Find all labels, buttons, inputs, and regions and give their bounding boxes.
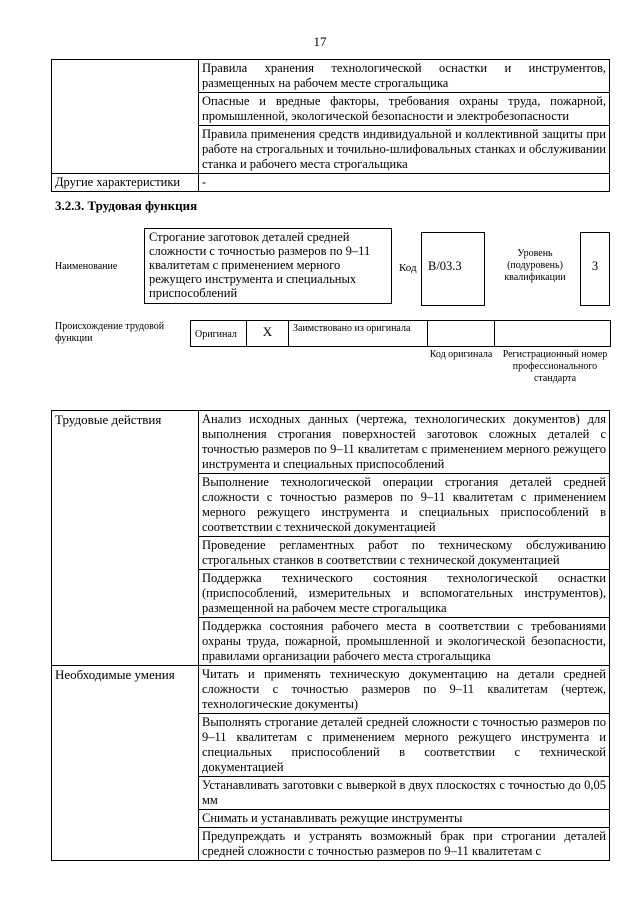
table-row: Выполнять строгание деталей средней сложности с точностью размеров по 9–11 квалитетам с применением мерного режущего инструмента и специальных приспособлений в соответствии с технической документацией xyxy=(199,714,610,777)
code-original-caption: Код оригинала xyxy=(429,349,493,360)
origin-row xyxy=(190,320,611,347)
level-label: Уровень (подуровень) квалификации xyxy=(504,248,566,283)
table-row: Снимать и устанавливать режущие инструменты xyxy=(199,810,610,828)
table-row: Анализ исходных данных (чертежа, технологических документов) для выполнения строгания поверхностей заготовок сложных деталей с точностью размеров по 9–11 квалитетам с применением мерного режущего инструмента и специальных приспособлений xyxy=(199,411,610,474)
empty-label-cell xyxy=(52,60,199,174)
table-row: Поддержка состояния рабочего места в соответствии с требованиями охраны труда, пожарной, промышленной и экологической безопасности, правилами организации рабочего места строгальщика xyxy=(199,618,610,666)
function-code-box: В/03.3 xyxy=(421,232,485,306)
table-row: Предупреждать и устранять возможный брак при строгании деталей средней сложности с точностью размеров по 9–11 квалитетам с xyxy=(199,828,610,861)
top-characteristics-table xyxy=(51,59,610,192)
name-label: Наименование xyxy=(55,261,118,272)
page-number: 17 xyxy=(313,34,327,49)
required-skills-label: Необходимые умения xyxy=(52,666,199,861)
original-mark: X xyxy=(247,321,289,346)
table-row: Опасные и вредные факторы, требования охраны труда, пожарной, промышленной, экологической безопасности и электробезопасности xyxy=(199,93,610,126)
original-label: Оригинал xyxy=(191,321,247,346)
reg-number-cell xyxy=(495,321,610,346)
table-row: Читать и применять техническую документацию на детали средней сложности с точностью размеров по 9–11 квалитетам (чертеж, технологические документы) xyxy=(199,666,610,714)
table-row: Проведение регламентных работ по техническому обслуживанию строгальных станков в соответствии с технической документацией xyxy=(199,537,610,570)
table-row: Устанавливать заготовки с выверкой в двух плоскостях с точностью до 0,05 мм xyxy=(199,777,610,810)
borrowed-label: Заимствовано из оригинала xyxy=(289,321,428,346)
table-row: Правила хранения технологической оснастки и инструментов, размещенных на рабочем месте строгальщика xyxy=(199,60,610,93)
table-row: Выполнение технологической операции строгания деталей средней сложности с точностью размеров по 9–11 квалитетам с применением мерного режущего инструмента и специальных приспособлений в соответствии с технической документацией xyxy=(199,474,610,537)
reg-number-caption: Регистрационный номер профессионального стандарта xyxy=(502,349,608,384)
other-characteristics-label: Другие характеристики xyxy=(52,174,199,192)
code-original-cell xyxy=(428,321,495,346)
section-title: 3.2.3. Трудовая функция xyxy=(55,198,198,213)
table-row: Поддержка технического состояния технологической оснастки (приспособлений, измерительных и вспомогательных инструментов), размещенной на рабочем месте строгальщика xyxy=(199,570,610,618)
function-name-box: Строгание заготовок деталей средней сложности с точностью размеров по 9–11 квалитетам с применением мерного режущего инструмента и специальных приспособлений xyxy=(144,228,392,304)
table-row: Правила применения средств индивидуальной и коллективной защиты при работе на строгальных и точильно-шлифовальных станках и обслуживании станка и рабочего места строгальщика xyxy=(199,126,610,174)
labor-actions-label: Трудовые действия xyxy=(52,411,199,666)
other-characteristics-value: - xyxy=(199,174,610,192)
level-box: 3 xyxy=(580,232,610,306)
function-details-table xyxy=(51,410,610,861)
code-label: Код xyxy=(399,262,417,274)
origin-label: Происхождение трудовой функции xyxy=(55,321,165,344)
